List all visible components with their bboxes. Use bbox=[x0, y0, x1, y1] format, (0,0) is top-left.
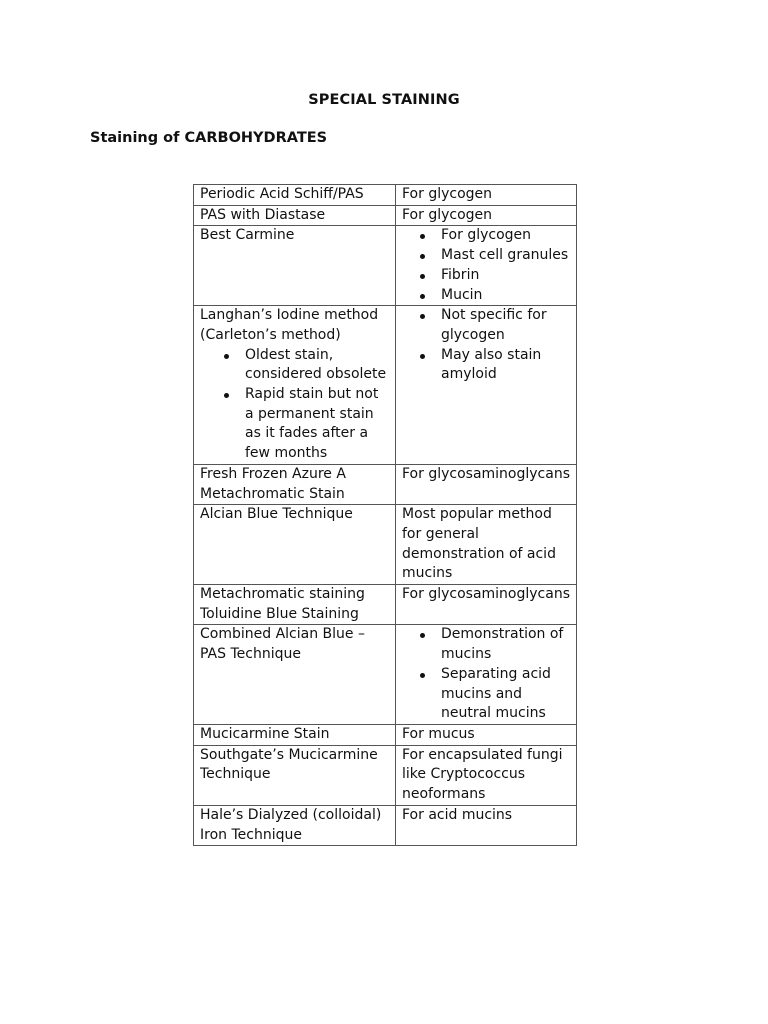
bullet-list bbox=[402, 625, 570, 724]
stain-use-cell bbox=[396, 226, 577, 306]
bullet-item: May also stain amyloid bbox=[441, 346, 570, 385]
stain-name-cell-text: Combined Alcian Blue – PAS Technique bbox=[200, 626, 365, 663]
stain-use-cell bbox=[396, 585, 577, 625]
stain-use-cell bbox=[396, 805, 577, 845]
stain-use-cell bbox=[396, 505, 577, 585]
stain-name-cell bbox=[194, 505, 396, 585]
table-row bbox=[194, 625, 577, 725]
table-row bbox=[194, 205, 577, 226]
bullet-item: For glycogen bbox=[441, 226, 570, 246]
stain-use-cell-text: For encapsulated fungi like Cryptococcus neoformans bbox=[402, 746, 563, 803]
stain-name-cell-text: PAS with Diastase bbox=[200, 206, 326, 223]
bullet-item: Rapid stain but not a permanent stain as it fades after a few months bbox=[245, 385, 389, 464]
stain-use-cell-text: For acid mucins bbox=[402, 806, 513, 823]
bullet-list bbox=[402, 306, 570, 385]
stain-name-cell bbox=[194, 464, 396, 504]
table-row bbox=[194, 226, 577, 306]
stain-name-cell-text: Metachromatic staining Toluidine Blue Staining bbox=[200, 586, 365, 622]
stain-use-cell-text: For glycosaminoglycans bbox=[402, 465, 570, 482]
bullet-item: Not specific for glycogen bbox=[441, 306, 570, 345]
stain-name-cell-text: Fresh Frozen Azure A Metachromatic Stain bbox=[200, 465, 346, 502]
bullet-item: Fibrin bbox=[441, 266, 570, 286]
stain-use-cell bbox=[396, 306, 577, 465]
stain-use-cell bbox=[396, 625, 577, 725]
stain-name-cell-text: Southgate’s Mucicarmine Technique bbox=[200, 746, 378, 783]
table-row bbox=[194, 306, 577, 465]
stain-name-cell bbox=[194, 585, 396, 625]
stain-name-cell-text: Periodic Acid Schiff/PAS bbox=[200, 186, 364, 202]
table-row bbox=[194, 464, 577, 504]
stain-name-cell bbox=[194, 185, 396, 206]
stain-name-cell bbox=[194, 745, 396, 805]
bullet-list bbox=[402, 226, 570, 305]
section-heading: Staining of CARBOHYDRATES bbox=[90, 130, 328, 146]
stain-name-cell-text: Mucicarmine Stain bbox=[200, 725, 330, 742]
stain-name-cell bbox=[194, 625, 396, 725]
staining-table bbox=[193, 184, 577, 846]
table-row bbox=[194, 805, 577, 845]
stain-use-cell bbox=[396, 724, 577, 745]
stain-use-cell bbox=[396, 745, 577, 805]
stain-name-cell bbox=[194, 724, 396, 745]
stain-name-cell-text: Hale’s Dialyzed (colloidal) Iron Technique bbox=[200, 806, 382, 843]
bullet-item: Mast cell granules bbox=[441, 246, 570, 266]
stain-use-cell-text: For mucus bbox=[402, 725, 475, 742]
stain-use-cell bbox=[396, 205, 577, 226]
bullet-item: Demonstration of mucins bbox=[441, 625, 570, 664]
stain-use-cell-text: Most popular method for general demonstration of acid mucins bbox=[402, 506, 556, 582]
stain-use-cell bbox=[396, 464, 577, 504]
stain-use-cell-text: For glycogen bbox=[402, 186, 493, 202]
stain-use-cell-text: For glycosaminoglycans bbox=[402, 586, 570, 603]
table-row bbox=[194, 585, 577, 625]
bullet-item: Separating acid mucins and neutral mucins bbox=[441, 665, 570, 724]
stain-name-cell-text: Alcian Blue Technique bbox=[200, 506, 353, 523]
stain-use-cell-text: For glycogen bbox=[402, 206, 493, 223]
staining-table-body bbox=[194, 185, 577, 846]
bullet-item: Mucin bbox=[441, 286, 570, 306]
stain-name-cell bbox=[194, 805, 396, 845]
stain-name-cell-text: Best Carmine bbox=[200, 227, 295, 244]
stain-name-cell bbox=[194, 205, 396, 226]
table-row bbox=[194, 745, 577, 805]
table-row bbox=[194, 505, 577, 585]
stain-name-cell-text: Langhan’s Iodine method (Carleton’s method) bbox=[200, 307, 379, 343]
stain-name-cell bbox=[194, 226, 396, 306]
table-row bbox=[194, 724, 577, 745]
bullet-list bbox=[200, 346, 389, 464]
table-row bbox=[194, 185, 577, 206]
stain-name-cell bbox=[194, 306, 396, 465]
bullet-item: Oldest stain, considered obsolete bbox=[245, 346, 389, 385]
page-title: SPECIAL STAINING bbox=[308, 92, 460, 108]
stain-use-cell bbox=[396, 185, 577, 206]
